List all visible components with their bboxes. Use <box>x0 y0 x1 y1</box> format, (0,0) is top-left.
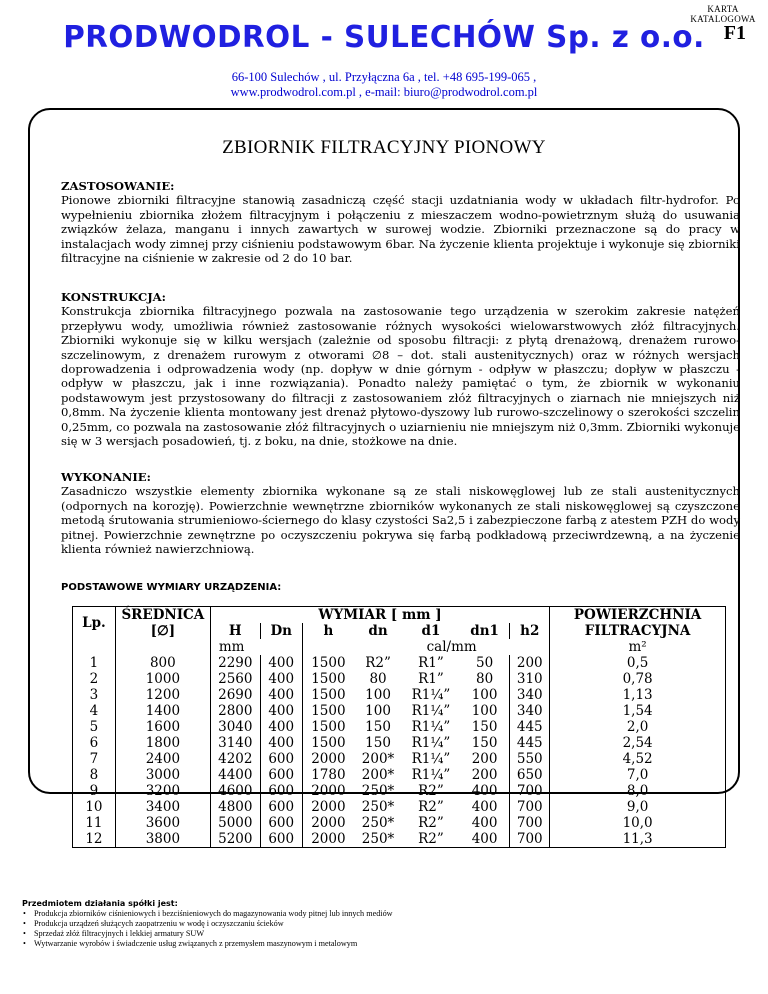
section-heading: KONSTRUKCJA: <box>61 290 166 304</box>
cell-dn: 250* <box>361 799 395 815</box>
cell-srednica: 3600 <box>115 815 210 831</box>
list-item: • Wytwarzanie wyrobów i świadczenie usług związanych z przemysłem maszynowym i metalowym <box>34 939 742 949</box>
list-item: • Produkcja urządzeń służących zaopatrzeniu w wodę i oczyszczaniu ścieków <box>34 919 742 929</box>
cell-srednica: 3800 <box>115 831 210 848</box>
cell-d1: R1¼” <box>411 719 451 735</box>
header-filtracyjna: FILTRACYJNA <box>550 623 726 639</box>
cell-H: 5000 <box>210 815 260 831</box>
section-heading: ZASTOSOWANIE: <box>61 179 175 193</box>
cell-lp: 4 <box>73 703 116 719</box>
header-srednica: ŚREDNICA <box>115 607 210 624</box>
table-row <box>73 815 726 831</box>
cell-h: 2000 <box>311 815 346 831</box>
cell-h2: 650 <box>510 767 550 783</box>
header-srednica-unit: [∅] <box>115 623 210 639</box>
cell-lp: 7 <box>73 751 116 767</box>
cell-H: 4202 <box>210 751 260 767</box>
cell-dn: 150 <box>365 735 391 751</box>
cell-Dn: 600 <box>260 751 302 767</box>
cell-powierzchnia: 1,54 <box>550 703 726 719</box>
header-d1: d1 <box>421 623 441 639</box>
cell-srednica: 2400 <box>115 751 210 767</box>
cell-srednica: 1400 <box>115 703 210 719</box>
cell-srednica: 1200 <box>115 687 210 703</box>
cell-dn: 100 <box>365 703 391 719</box>
cell-d1: R1¼” <box>411 703 451 719</box>
section-heading: WYKONANIE: <box>61 470 151 484</box>
cell-h: 1500 <box>311 655 346 671</box>
activities-list <box>22 909 742 949</box>
cell-h2: 700 <box>510 783 550 799</box>
cell-Dn: 400 <box>260 735 302 751</box>
cell-h2: 310 <box>510 671 550 687</box>
table-row <box>73 735 726 751</box>
cell-H: 3140 <box>210 735 260 751</box>
cell-h2: 700 <box>510 831 550 848</box>
cell-lp: 5 <box>73 719 116 735</box>
table-row <box>73 783 726 799</box>
table-row <box>73 719 726 735</box>
cell-powierzchnia: 8,0 <box>550 783 726 799</box>
address-line: 66-100 Sulechów , ul. Przyłączna 6a , tel. +48 695-199-065 , <box>231 70 537 84</box>
cell-dn1: 400 <box>460 831 510 848</box>
cell-d1: R2” <box>418 799 444 815</box>
table-row <box>73 671 726 687</box>
header-h: h <box>323 623 334 639</box>
cell-lp: 8 <box>73 767 116 783</box>
cell-Dn: 600 <box>260 767 302 783</box>
table-title: PODSTAWOWE WYMIARY URZĄDZENIA: <box>61 582 282 593</box>
cell-d1: R1¼” <box>411 687 451 703</box>
cell-dn1: 400 <box>460 815 510 831</box>
header-h2: h2 <box>510 623 550 639</box>
cell-h: 2000 <box>311 799 346 815</box>
cell-dn1: 200 <box>460 751 510 767</box>
cell-d1: R1” <box>418 655 444 671</box>
cell-H: 4800 <box>210 799 260 815</box>
cell-Dn: 400 <box>260 687 302 703</box>
cell-H: 4400 <box>210 767 260 783</box>
cell-H: 4600 <box>210 783 260 799</box>
cell-H: 2800 <box>210 703 260 719</box>
cell-Dn: 400 <box>260 655 302 671</box>
cell-Dn: 600 <box>260 783 302 799</box>
table-row <box>73 751 726 767</box>
cell-h2: 550 <box>510 751 550 767</box>
company-activities <box>22 899 742 949</box>
cell-lp: 9 <box>73 783 116 799</box>
cell-dn1: 50 <box>460 655 510 671</box>
cell-lp: 1 <box>73 655 116 671</box>
catalog-card-label-line2: KATALOGOWA <box>690 14 756 24</box>
header-lp: Lp. <box>73 607 116 640</box>
cell-h2: 445 <box>510 735 550 751</box>
cell-dn1: 100 <box>460 687 510 703</box>
activities-heading: Przedmiotem działania spółki jest: <box>22 899 178 908</box>
cell-h2: 445 <box>510 719 550 735</box>
cell-dn: 200* <box>361 767 395 783</box>
header-dn1: dn1 <box>460 623 510 639</box>
cell-Dn: 600 <box>260 815 302 831</box>
cell-dn1: 100 <box>460 703 510 719</box>
cell-powierzchnia: 1,13 <box>550 687 726 703</box>
cell-dn1: 80 <box>460 671 510 687</box>
company-contact <box>0 70 768 100</box>
cell-srednica: 3400 <box>115 799 210 815</box>
cell-srednica: 1800 <box>115 735 210 751</box>
cell-srednica: 1600 <box>115 719 210 735</box>
cell-lp: 3 <box>73 687 116 703</box>
section-konstrukcja <box>61 290 740 448</box>
cell-h2: 700 <box>510 799 550 815</box>
cell-H: 2560 <box>210 671 260 687</box>
cell-powierzchnia: 4,52 <box>550 751 726 767</box>
cell-d1: R1¼” <box>411 751 451 767</box>
table-row <box>73 655 726 671</box>
cell-powierzchnia: 7,0 <box>550 767 726 783</box>
cell-dn: 200* <box>361 751 395 767</box>
cell-d1: R1” <box>418 671 444 687</box>
section-body: Zasadniczo wszystkie elementy zbiornika wykonane są ze stali niskowęglowej lub ze stali austenitycznych (odpornych na korozję). Powierzchnie wewnętrzne zbiorników wykonanych ze stali niskowęglowej są czyszczone metodą śrutowania strumieniowo-ściernego do klasy czystości Sa2,5 i zabezpieczone farbą z atestem PZH do wody pitnej. Powierzchnie zewnętrzne po oczyszczeniu pokrywa się farbą podkładową przeciwrdzewną, a na życzenie klienta również nawierzchniową. <box>61 484 740 557</box>
catalog-card-code: F1 <box>723 22 746 44</box>
cell-srednica: 3000 <box>115 767 210 783</box>
cell-dn: 150 <box>365 719 391 735</box>
header-dn: dn <box>368 623 388 639</box>
cell-srednica: 3200 <box>115 783 210 799</box>
unit-cal-mm: cal/mm <box>354 639 550 655</box>
list-item: • Produkcja zbiorników ciśnieniowych i bezciśnieniowych do magazynowania wody pitnej lub innych mediów <box>34 909 742 919</box>
cell-dn: R2” <box>365 655 391 671</box>
cell-Dn: 600 <box>260 831 302 848</box>
section-body: Pionowe zbiorniki filtracyjne stanowią zasadniczą część stacji uzdatniania wody w układach filtr-hydrofor. Po wypełnieniu zbiornika złożem filtracyjnym i połączeniu z mieszaczem wodno-powietrznym służą do usuwania związków żelaza, manganu i innych zawartych w surowej wodzie. Zbiorniki przeznaczone są do pracy w instalacjach wody zimnej przy ciśnieniu podstawowym 6bar. Na życzenie klienta projektuje i wykonuje się zbiorniki filtracyjne na ciśnienie w zakresie od 2 do 10 bar. <box>61 193 740 266</box>
cell-d1: R2” <box>402 831 460 848</box>
cell-d1: R2” <box>418 783 444 799</box>
cell-dn1: 150 <box>460 735 510 751</box>
cell-d1: R1¼” <box>411 767 451 783</box>
cell-Dn: 400 <box>260 671 302 687</box>
cell-h: 1500 <box>311 687 346 703</box>
cell-H: 5200 <box>210 831 260 848</box>
section-body: Konstrukcja zbiornika filtracyjnego pozwala na zastosowanie tego urządzenia w szerokim zakresie natężeń przepływu wody, umożliwia również zastosowanie różnych wysokości wielowarstwowych złóż filtracyjnych. Zbiorniki wykonuje się w kilku wersjach (zależnie od sposobu filtracji: z płytą drenażową, drenażem rurowo-szczelinowym, z drenażem rurowym z otworami ∅8 – dot. stali austenitycznych) oraz w różnych wersjach doprowadzenia i odprowadzenia wody (np. dopływ w dnie górnym - odpływ w płaszczu; dopływ w płaszczu - odpływ w płaszczu, jak i inne rozwiązania). Ponadto należy pamiętać o tym, że zbiornik w wykonaniu podstawowym jest przystosowany do filtracji z zastosowaniem złóż filtracyjnych o ziarnach nie mniejszych niż 0,8mm. Na życzenie klienta montowany jest drenaż płytowo-dyszowy lub rurowo-szczelinowy o szerokości szczelin 0,25mm, co pozwala na zastosowanie złóż filtracyjnych o uziarnieniu nie mniejszym niż 0,3mm. Zbiorniki wykonuje się w 3 wersjach posadowień, tj. z boku, na dnie, stożkowe na dnie. <box>61 304 740 449</box>
cell-h: 2000 <box>311 783 346 799</box>
cell-srednica: 1000 <box>115 671 210 687</box>
table-row <box>73 799 726 815</box>
header-powierzchnia: POWIERZCHNIA <box>550 607 726 624</box>
section-wykonanie <box>61 470 740 556</box>
web-email-line[interactable]: www.prodwodrol.com.pl , e-mail: biuro@prodwodrol.com.pl <box>230 85 538 99</box>
cell-powierzchnia: 11,3 <box>550 831 726 848</box>
cell-h: 1500 <box>311 735 346 751</box>
cell-d1: R2” <box>418 815 444 831</box>
cell-dn1: 400 <box>460 783 510 799</box>
page-title: ZBIORNIK FILTRACYJNY PIONOWY <box>222 137 546 158</box>
cell-powierzchnia: 0,5 <box>550 655 726 671</box>
cell-h: 2000 <box>302 831 354 848</box>
cell-h: 1500 <box>311 719 346 735</box>
cell-lp: 11 <box>73 815 116 831</box>
cell-h: 2000 <box>311 751 346 767</box>
cell-powierzchnia: 2,0 <box>550 719 726 735</box>
section-zastosowanie <box>61 179 740 265</box>
cell-h2: 340 <box>510 703 550 719</box>
cell-dn: 250* <box>354 831 402 848</box>
cell-powierzchnia: 2,54 <box>550 735 726 751</box>
cell-dn1: 150 <box>460 719 510 735</box>
cell-H: 2290 <box>210 655 260 671</box>
cell-Dn: 400 <box>260 703 302 719</box>
cell-lp: 12 <box>73 831 116 848</box>
cell-H: 2690 <box>210 687 260 703</box>
cell-h2: 340 <box>510 687 550 703</box>
list-item: • Sprzedaż złóż filtracyjnych i lekkiej armatury SUW <box>34 929 742 939</box>
cell-powierzchnia: 9,0 <box>550 799 726 815</box>
cell-dn: 250* <box>361 783 395 799</box>
header-Dn: Dn <box>260 623 302 639</box>
cell-Dn: 600 <box>260 799 302 815</box>
cell-lp: 10 <box>73 799 116 815</box>
unit-mm: mm <box>210 639 302 655</box>
table-row <box>73 703 726 719</box>
header-H: H <box>210 623 260 639</box>
cell-d1: R1¼” <box>411 735 451 751</box>
cell-powierzchnia: 10,0 <box>550 815 726 831</box>
company-logo: PRODWODROL - SULECHÓW Sp. z o.o. <box>63 20 705 55</box>
cell-Dn: 400 <box>260 719 302 735</box>
cell-H: 3040 <box>210 719 260 735</box>
table-row <box>73 831 726 848</box>
cell-lp: 2 <box>73 671 116 687</box>
cell-h: 1500 <box>311 671 346 687</box>
cell-dn: 80 <box>369 671 387 687</box>
cell-powierzchnia: 0,78 <box>550 671 726 687</box>
cell-h2: 200 <box>510 655 550 671</box>
cell-h2: 700 <box>510 815 550 831</box>
cell-srednica: 800 <box>115 655 210 671</box>
cell-dn: 250* <box>361 815 395 831</box>
cell-dn1: 200 <box>460 767 510 783</box>
cell-lp: 6 <box>73 735 116 751</box>
unit-m2: m² <box>550 639 726 655</box>
cell-h: 1780 <box>311 767 346 783</box>
cell-dn1: 400 <box>460 799 510 815</box>
table-row <box>73 767 726 783</box>
dimensions-table <box>72 606 726 848</box>
cell-h: 1500 <box>311 703 346 719</box>
catalog-card-label-line1: KARTA <box>707 4 739 14</box>
table-row <box>73 687 726 703</box>
cell-dn: 100 <box>365 687 391 703</box>
header-wymiar: WYMIAR [ mm ] <box>210 607 549 624</box>
